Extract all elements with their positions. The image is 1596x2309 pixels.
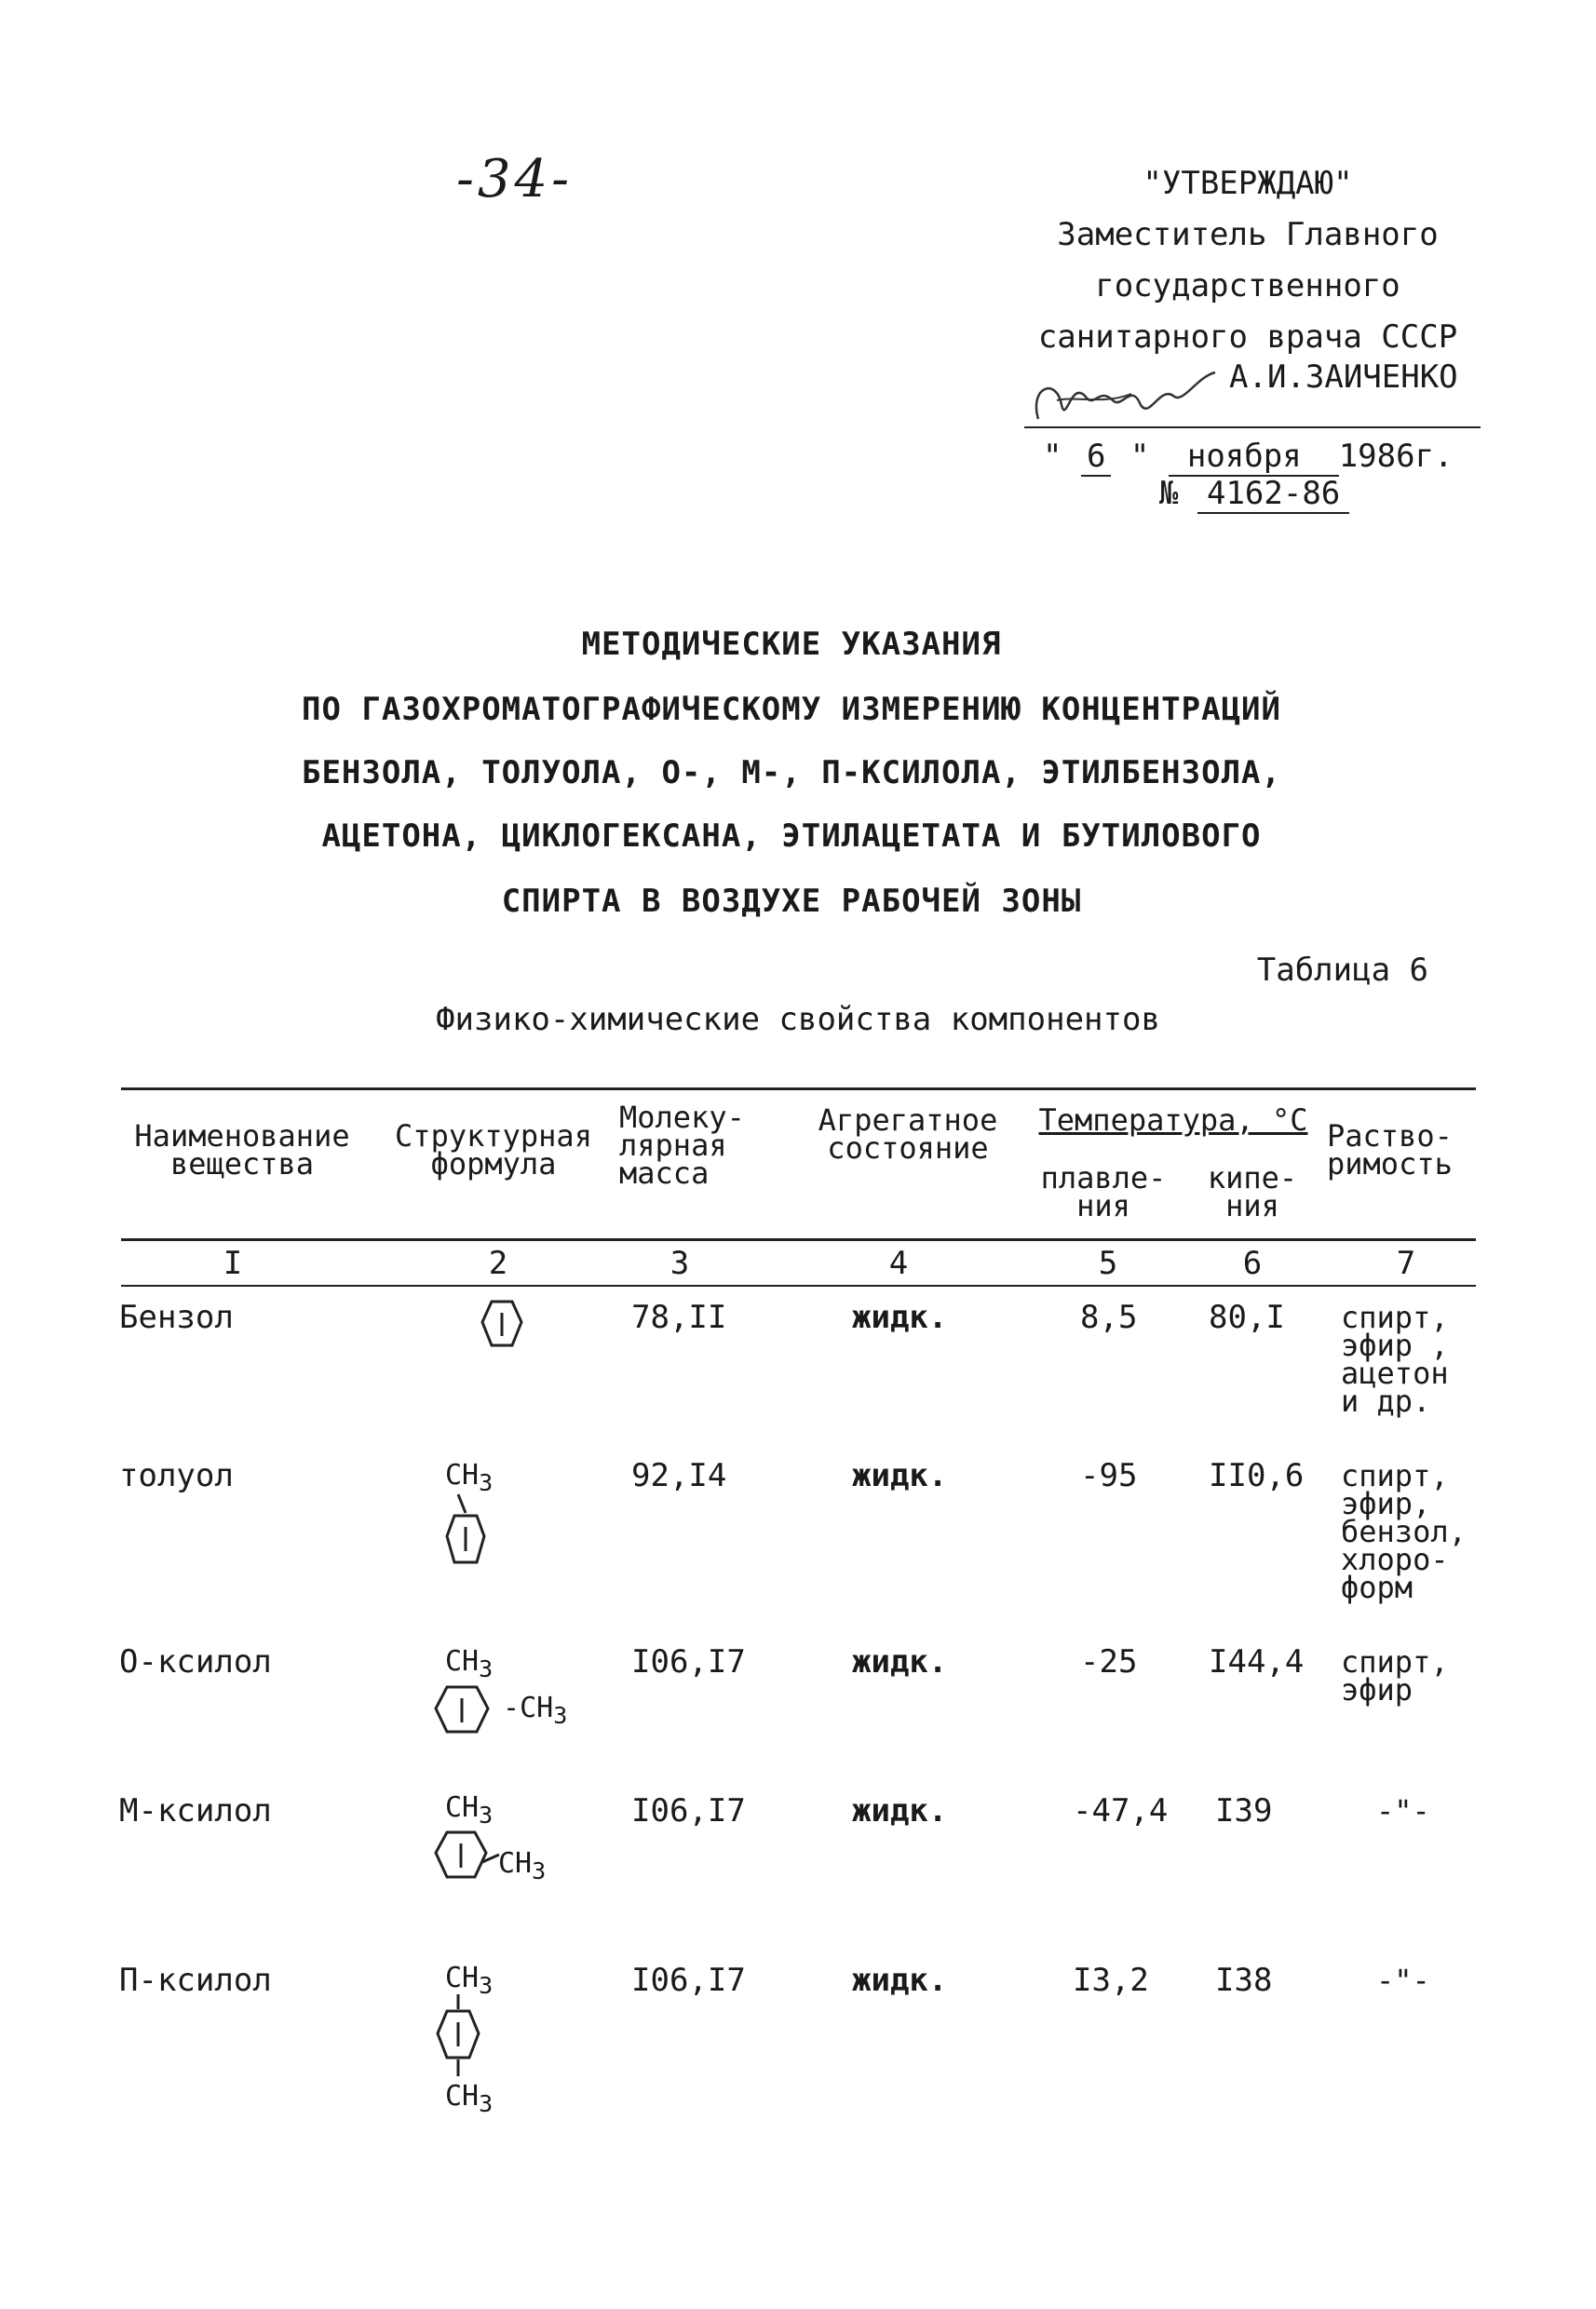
page-number: -34- <box>456 149 574 209</box>
colnum-5: 5 <box>1098 1245 1118 1282</box>
o-xylene-structure-icon <box>430 1676 509 1741</box>
formula-ch3 <box>445 2081 493 2120</box>
header-bottom-rule <box>121 1238 1476 1241</box>
aggregate-state: жидк. <box>852 1457 948 1494</box>
colnum-2: 2 <box>488 1245 508 1282</box>
colnum-bottom-rule <box>121 1285 1476 1287</box>
solubility-line: ацетон <box>1341 1356 1449 1391</box>
colnum-6: 6 <box>1242 1245 1263 1282</box>
melting-point: 8,5 <box>1080 1299 1138 1336</box>
substance-name: толуол <box>119 1457 234 1494</box>
molecular-mass: I06,I7 <box>631 1962 746 1999</box>
title-line2: ПО ГАЗОХРОМАТОГРАФИЧЕСКОМУ ИЗМЕРЕНИЮ КОНЦЕНТРАЦИЙ <box>301 691 1282 728</box>
molecular-mass: I06,I7 <box>631 1792 746 1830</box>
title-line1: МЕТОДИЧЕСКИЕ УКАЗАНИЯ <box>581 626 1002 663</box>
melting-point: -95 <box>1080 1457 1138 1494</box>
ch-text: CH <box>445 1791 480 1824</box>
solubility-line: эфир <box>1341 1672 1413 1708</box>
toluene-structure-icon <box>438 1490 503 1573</box>
solubility <box>1376 1793 1430 1829</box>
solubility <box>1341 1644 1449 1708</box>
formula-ch3: $-CH_3$ <box>503 1692 568 1729</box>
subscript-3: 3 <box>532 1857 547 1884</box>
solubility-line: эфир, <box>1341 1486 1431 1521</box>
boiling-point: II0,6 <box>1209 1457 1305 1494</box>
solubility-line: спирт, <box>1341 1300 1449 1335</box>
colnum-7: 7 <box>1396 1245 1416 1282</box>
boiling-point: I38 <box>1215 1962 1273 1999</box>
boiling-point: I39 <box>1215 1792 1273 1830</box>
table-caption: Физико-химические свойства компонентов <box>436 1001 1160 1038</box>
signature-underline <box>1024 426 1481 428</box>
signature-scribble <box>1020 368 1234 433</box>
table-label: Таблица 6 <box>1256 952 1428 989</box>
approval-stamp: "УТВЕРЖДАЮ" <box>1143 165 1353 202</box>
solubility-line: и др. <box>1341 1384 1431 1419</box>
ch-text: CH <box>445 2080 480 2113</box>
solubility-line: спирт, <box>1341 1644 1449 1680</box>
solubility <box>1341 1458 1467 1605</box>
number-value: 4162-86 <box>1197 475 1349 514</box>
date-day: 6 <box>1081 438 1111 477</box>
approval-line1: Заместитель Главного <box>1057 216 1439 253</box>
subscript-3: 3 <box>553 1702 568 1729</box>
boiling-point: I44,4 <box>1209 1643 1305 1681</box>
aggregate-state: жидк. <box>852 1962 948 1999</box>
ch-text: CH <box>520 1692 554 1724</box>
melting-point: -25 <box>1080 1643 1138 1681</box>
colnum-4: 4 <box>888 1245 909 1282</box>
header-solubility: Раство- римость <box>1327 1118 1453 1182</box>
approval-line2: государственного <box>1095 267 1400 304</box>
subscript-3: 3 <box>479 1469 494 1496</box>
ch-text: CH <box>445 1645 480 1678</box>
melting-point: I3,2 <box>1073 1962 1149 1999</box>
solubility <box>1376 1963 1430 1998</box>
substance-name: О-ксилол <box>119 1643 272 1681</box>
table-top-rule <box>121 1087 1476 1090</box>
aggregate-state: жидк. <box>852 1792 948 1830</box>
aggregate-state: жидк. <box>852 1299 948 1336</box>
date-year: 1986г. <box>1338 438 1454 475</box>
header-mass: Молеку- лярная масса <box>619 1100 745 1191</box>
subscript-3: 3 <box>479 1802 494 1829</box>
benzene-ring-icon <box>466 1294 540 1369</box>
subscript-3: 3 <box>479 1655 494 1682</box>
number-label: № <box>1159 475 1179 512</box>
molecular-mass: 92,I4 <box>631 1457 727 1494</box>
molecular-mass: I06,I7 <box>631 1643 746 1681</box>
header-temp: Температура, °С <box>1038 1102 1308 1138</box>
approver-name: А.И.ЗАИЧЕНКО <box>1229 358 1458 396</box>
solubility <box>1341 1300 1449 1419</box>
header-boil: кипе- ния <box>1207 1160 1298 1223</box>
substance-name: М-ксилол <box>119 1792 272 1830</box>
molecular-mass: 78,II <box>631 1299 727 1336</box>
header-formula: Структурная формула <box>395 1118 592 1182</box>
subscript-3: 3 <box>479 1972 494 1999</box>
ch-text: CH <box>498 1847 533 1880</box>
header-melt: плавле- ния <box>1040 1160 1167 1223</box>
melting-point: -47,4 <box>1073 1792 1169 1830</box>
approval-line3: санитарного врача СССР <box>1037 318 1458 356</box>
substance-name: П-ксилол <box>119 1962 272 1999</box>
title-line4: АЦЕТОНА, ЦИКЛОГЕКСАНА, ЭТИЛАЦЕТАТА И БУТИЛОВОГО <box>321 817 1262 855</box>
solubility-line: -"- <box>1376 1793 1430 1829</box>
approval-date: " 6 " ноября 1986г. <box>1043 438 1454 475</box>
aggregate-state: жидк. <box>852 1643 948 1681</box>
substance-name: Бензол <box>119 1299 234 1336</box>
solubility-line: эфир , <box>1341 1328 1449 1363</box>
ch-text: CH <box>445 1459 480 1492</box>
header-state: Агрегатное состояние <box>818 1102 998 1166</box>
boiling-point: 80,I <box>1209 1299 1285 1336</box>
title-line3: БЕНЗОЛА, ТОЛУОЛА, О-, М-, П-КСИЛОЛА, ЭТИЛБЕНЗОЛА, <box>301 754 1282 791</box>
registration-number <box>1159 475 1349 514</box>
title-line5: СПИРТА В ВОЗДУХЕ РАБОЧЕЙ ЗОНЫ <box>501 883 1082 920</box>
m-xylene-structure-icon <box>430 1823 509 1888</box>
solubility-line: форм <box>1341 1570 1413 1605</box>
solubility-line: -"- <box>1376 1963 1430 1998</box>
solubility-line: спирт, <box>1341 1458 1449 1493</box>
approval-block <box>987 158 1508 363</box>
solubility-line: бензол, <box>1341 1514 1467 1549</box>
colnum-3: 3 <box>670 1245 690 1282</box>
solubility-line: хлоро- <box>1341 1542 1449 1577</box>
colnum-1: I <box>223 1245 243 1282</box>
subscript-3: 3 <box>479 2090 494 2117</box>
date-month: ноября <box>1169 438 1339 477</box>
ch-text: CH <box>445 1962 480 1994</box>
header-name: Наименование вещества <box>134 1118 350 1182</box>
